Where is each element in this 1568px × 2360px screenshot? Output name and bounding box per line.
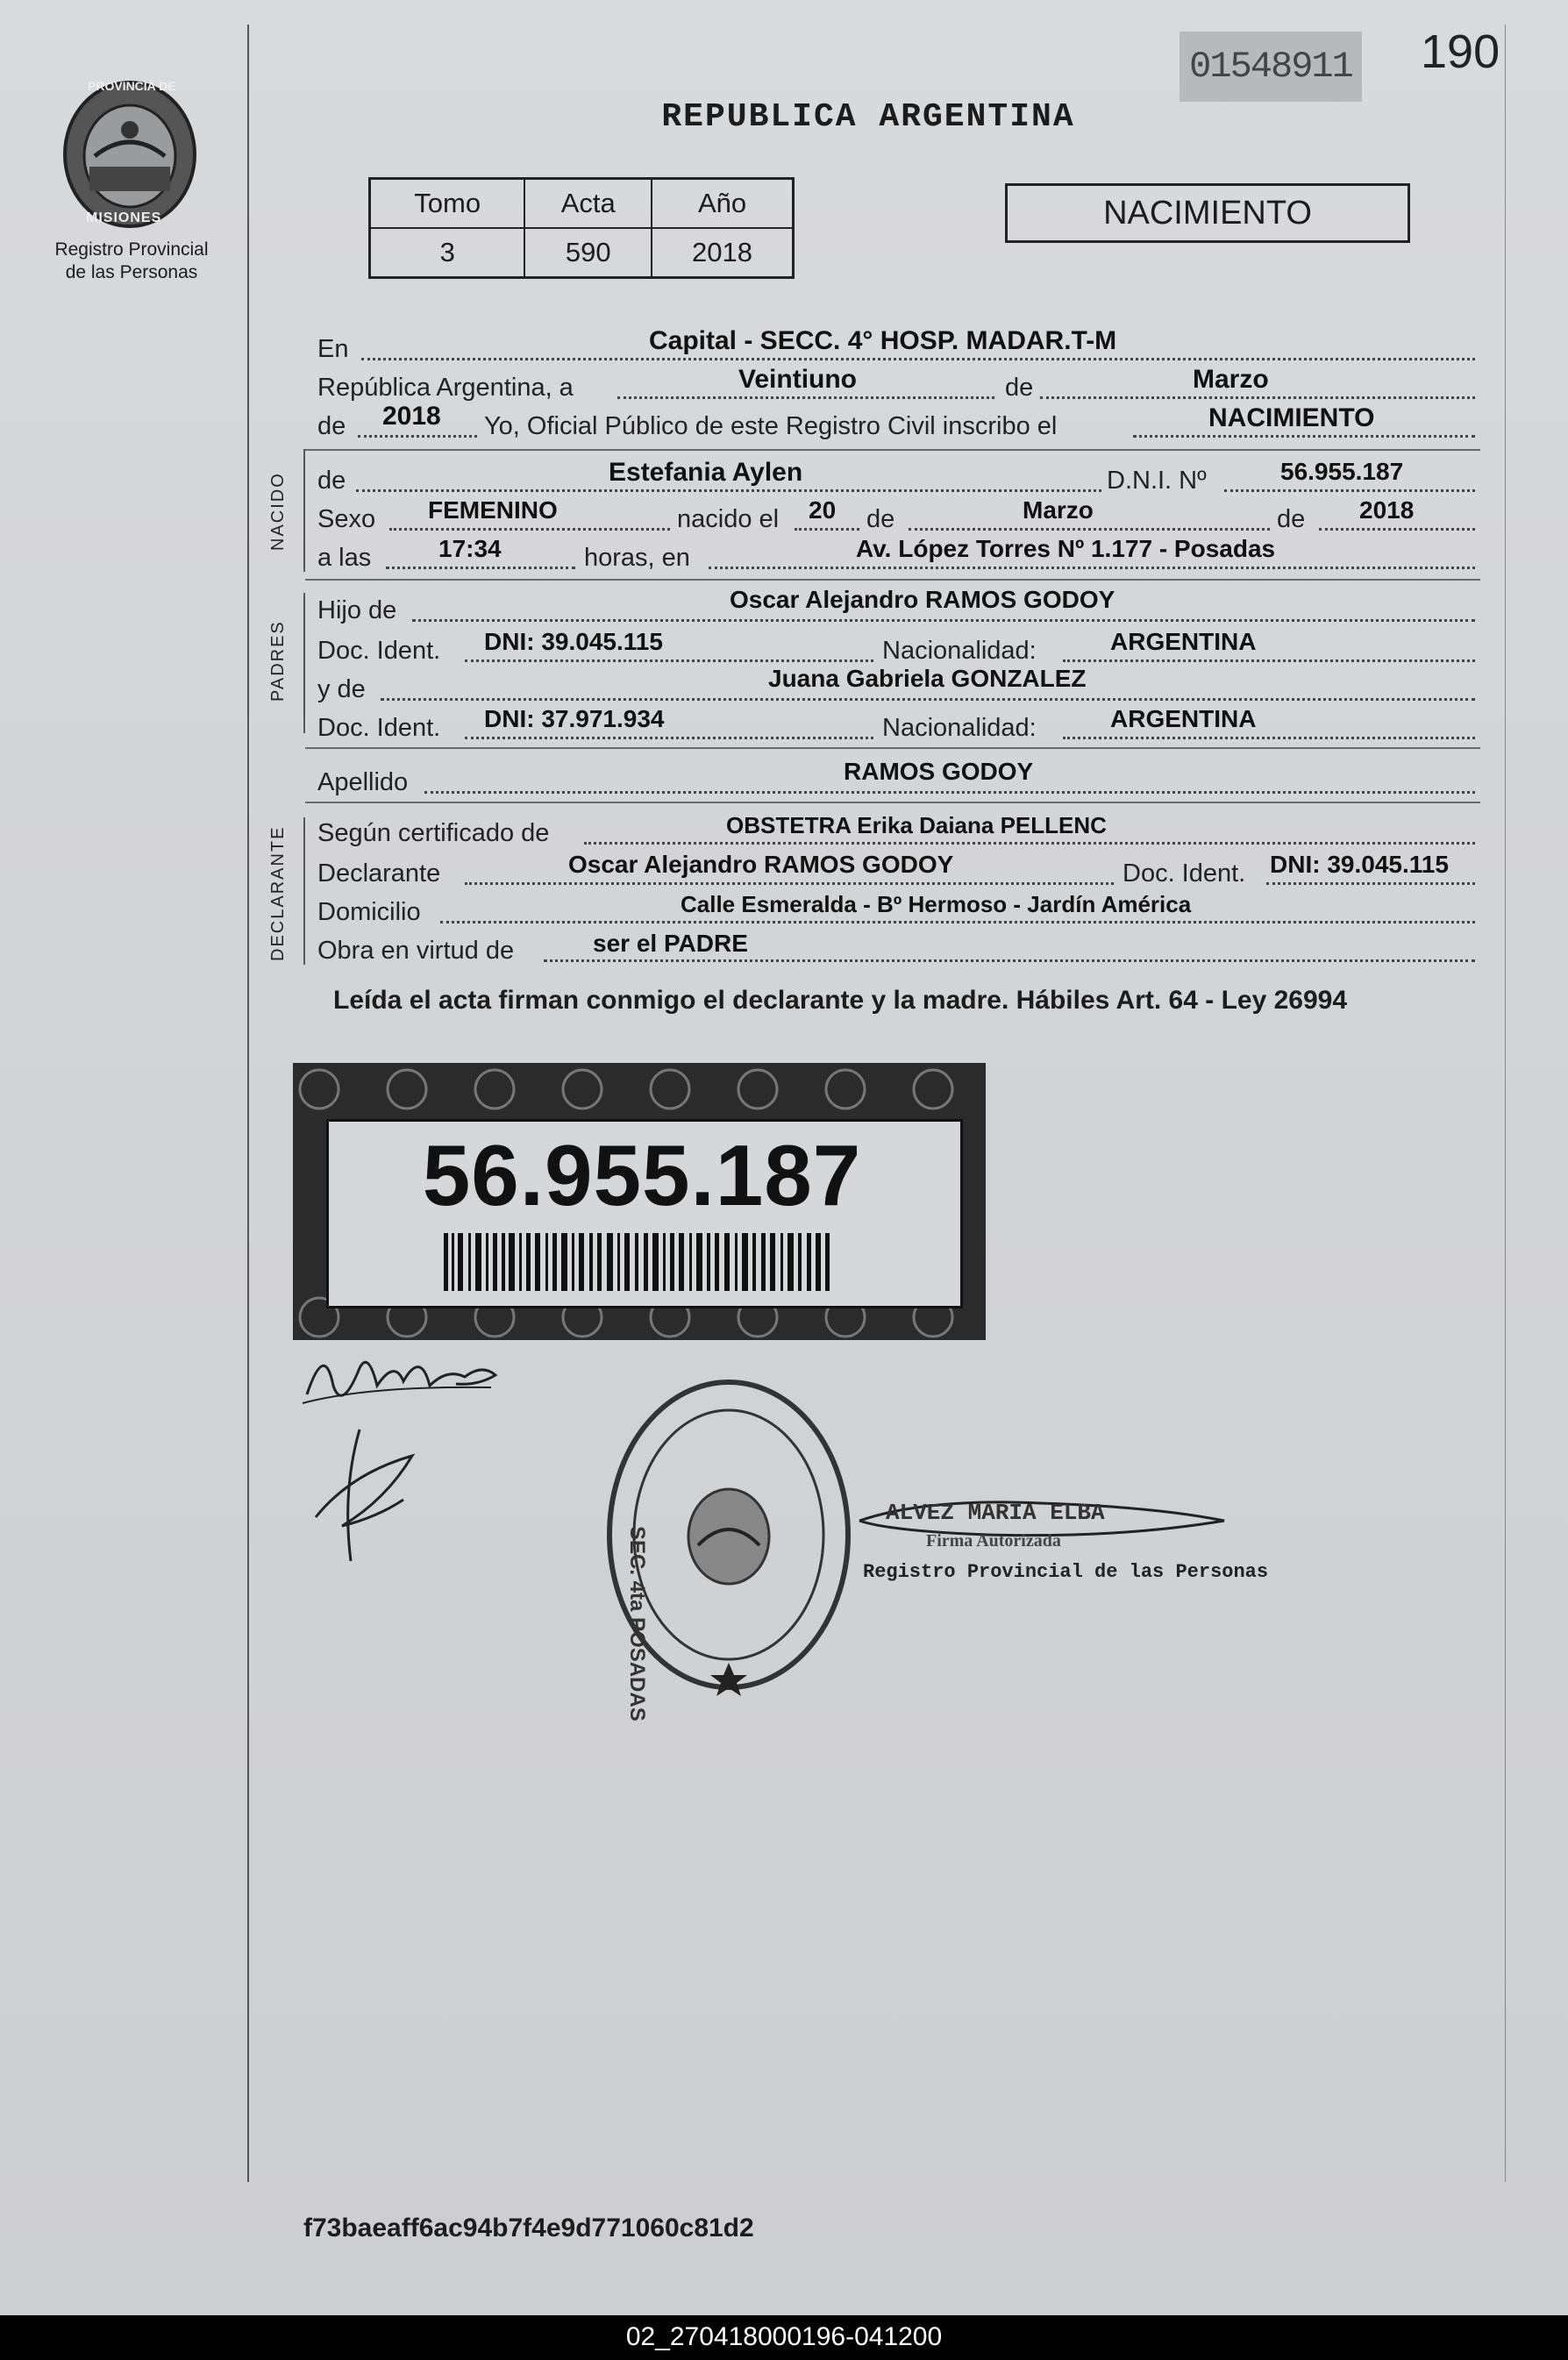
- mother-nationality-value: ARGENTINA: [1110, 705, 1257, 732]
- month-value: Marzo: [1193, 365, 1269, 394]
- dotted-line: [544, 959, 1475, 962]
- obra-value: ser el PADRE: [593, 930, 748, 957]
- republica-label: República Argentina, a: [317, 374, 574, 402]
- dotted-line: [1063, 660, 1475, 662]
- yo-label: Yo, Oficial Público de este Registro Civil inscribo el: [484, 412, 1058, 440]
- declarante-doc-label: Doc. Ident.: [1123, 859, 1246, 888]
- dotted-line: [361, 358, 1475, 360]
- birth-place-value: Av. López Torres Nº 1.177 - Posadas: [856, 535, 1276, 562]
- dotted-line: [465, 660, 873, 662]
- child-dni-value: 56.955.187: [1280, 458, 1404, 485]
- dotted-line: [795, 528, 859, 531]
- sticker-id-number: 56.955.187: [422, 1127, 862, 1223]
- sexo-label: Sexo: [317, 505, 376, 533]
- dotted-line: [1063, 737, 1475, 739]
- declarante-doc-value: DNI: 39.045.115: [1270, 851, 1449, 878]
- en-label: En: [317, 335, 349, 363]
- dotted-line: [465, 737, 873, 739]
- serial-number-stamp: 01548911: [1180, 32, 1362, 102]
- dotted-line: [1319, 528, 1475, 531]
- y-de-label: y de: [317, 675, 366, 703]
- dotted-line: [1224, 489, 1475, 492]
- birth-month-value: Marzo: [1023, 496, 1094, 524]
- declarant-signature: [298, 1333, 509, 1421]
- table-value-tomo: 3: [370, 228, 525, 278]
- dotted-line: [356, 489, 1101, 492]
- padres-section-label: PADRES: [268, 620, 288, 702]
- table-header-tomo: Tomo: [370, 179, 525, 229]
- a-las-label: a las: [317, 544, 372, 572]
- declarante-value: Oscar Alejandro RAMOS GODOY: [568, 851, 954, 878]
- certificado-value: OBSTETRA Erika Daiana PELLENC: [726, 812, 1107, 838]
- dotted-line: [1266, 882, 1475, 885]
- dotted-line: [909, 528, 1270, 531]
- official-office: Registro Provincial de las Personas: [863, 1561, 1269, 1583]
- apellido-label: Apellido: [317, 768, 409, 796]
- nacido-el-label: nacido el: [677, 505, 780, 533]
- mother-doc-label: Doc. Ident.: [317, 714, 441, 742]
- mother-doc-value: DNI: 37.971.934: [484, 705, 665, 732]
- dotted-line: [709, 567, 1475, 569]
- hijo-de-label: Hijo de: [317, 596, 397, 624]
- father-name-value: Oscar Alejandro RAMOS GODOY: [730, 586, 1115, 613]
- section-bracket: [303, 817, 305, 965]
- inscribo-value: NACIMIENTO: [1208, 403, 1375, 432]
- closing-statement: Leída el acta firman conmigo el declarante y la madre. Hábiles Art. 64 - Ley 26994: [333, 986, 1348, 1015]
- horas-label: horas, en: [584, 544, 690, 572]
- dotted-line: [617, 396, 994, 399]
- nacido-de-label-3: de: [1277, 505, 1306, 533]
- section-bracket: [303, 449, 305, 572]
- father-nationality-value: ARGENTINA: [1110, 628, 1257, 655]
- country-title: REPUBLICA ARGENTINA: [661, 98, 1075, 136]
- dotted-line: [584, 842, 1475, 845]
- section-divider: [305, 747, 1480, 749]
- day-value: Veintiuno: [738, 365, 857, 394]
- document-hash: f73baeaff6ac94b7f4e9d771060c81d2: [303, 2214, 754, 2242]
- de-label-2: de: [317, 412, 346, 440]
- domicilio-label: Domicilio: [317, 898, 421, 926]
- year-value: 2018: [382, 402, 441, 431]
- table-header-acta: Acta: [524, 179, 652, 229]
- birth-year-value: 2018: [1359, 496, 1415, 524]
- stamp-inner-text: SEC. 4ta POSADAS: [625, 1526, 649, 1722]
- nacido-de-label: de: [317, 467, 346, 495]
- dotted-line: [358, 435, 477, 438]
- page-number: 190: [1421, 25, 1500, 78]
- nacido-section-label: NACIDO: [268, 472, 288, 551]
- declarante-label: Declarante: [317, 859, 441, 888]
- domicilio-value: Calle Esmeralda - Bº Hermoso - Jardín América: [681, 891, 1192, 917]
- father-nationality-label: Nacionalidad:: [882, 637, 1037, 665]
- mother-name-value: Juana Gabriela GONZALEZ: [768, 665, 1087, 692]
- dotted-line: [381, 698, 1475, 701]
- dotted-line: [386, 567, 575, 569]
- sexo-value: FEMENINO: [428, 496, 558, 524]
- section-divider: [305, 579, 1480, 581]
- right-margin-line: [1505, 25, 1506, 2182]
- child-name-value: Estefania Aylen: [609, 458, 803, 487]
- segun-label: Según certificado de: [317, 819, 550, 847]
- table-value-acta: 590: [524, 228, 652, 278]
- dotted-line: [465, 882, 1114, 885]
- registry-label: [35, 239, 228, 284]
- table-value-anio: 2018: [652, 228, 793, 278]
- table-header-anio: Año: [652, 179, 793, 229]
- left-margin-line: [247, 25, 249, 2182]
- misiones-province-logo: [60, 75, 200, 233]
- father-doc-label: Doc. Ident.: [317, 637, 441, 665]
- dotted-line: [412, 619, 1475, 622]
- mother-signature: [307, 1421, 430, 1570]
- birth-day-value: 20: [809, 496, 837, 524]
- footer-code: 02_270418000196-041200: [625, 2322, 943, 2351]
- logo-text-bottom: MISIONES: [86, 210, 162, 225]
- dotted-line: [1133, 435, 1475, 438]
- declarante-section-label: DECLARANTE: [268, 825, 288, 961]
- record-type-box: NACIMIENTO: [1005, 183, 1410, 243]
- dotted-line: [1040, 396, 1475, 399]
- logo-text-top: PROVINCIA DE: [88, 79, 176, 93]
- section-divider: [305, 802, 1480, 803]
- de-label: de: [1005, 374, 1034, 402]
- obra-label: Obra en virtud de: [317, 937, 515, 965]
- registry-label-line1: Registro Provincial: [54, 239, 209, 260]
- dotted-line: [389, 528, 670, 531]
- barcode: [444, 1233, 830, 1291]
- birth-time-value: 17:34: [438, 535, 502, 562]
- mother-nationality-label: Nacionalidad:: [882, 714, 1037, 742]
- place-value: Capital - SECC. 4° HOSP. MADAR.T-M: [649, 326, 1117, 355]
- registry-label-line2: de las Personas: [65, 262, 198, 282]
- dni-label: D.N.I. Nº: [1107, 467, 1207, 495]
- father-doc-value: DNI: 39.045.115: [484, 628, 663, 655]
- dotted-line: [424, 791, 1475, 794]
- official-role: Firma Autorizada: [926, 1531, 1061, 1551]
- section-bracket: [303, 593, 305, 733]
- nacido-de-label-2: de: [866, 505, 895, 533]
- dotted-line: [440, 921, 1475, 923]
- official-name: ALVEZ MARIA ELBA: [886, 1500, 1105, 1526]
- apellido-value: RAMOS GODOY: [844, 758, 1034, 785]
- section-divider: [305, 449, 1480, 451]
- record-table: [368, 177, 795, 279]
